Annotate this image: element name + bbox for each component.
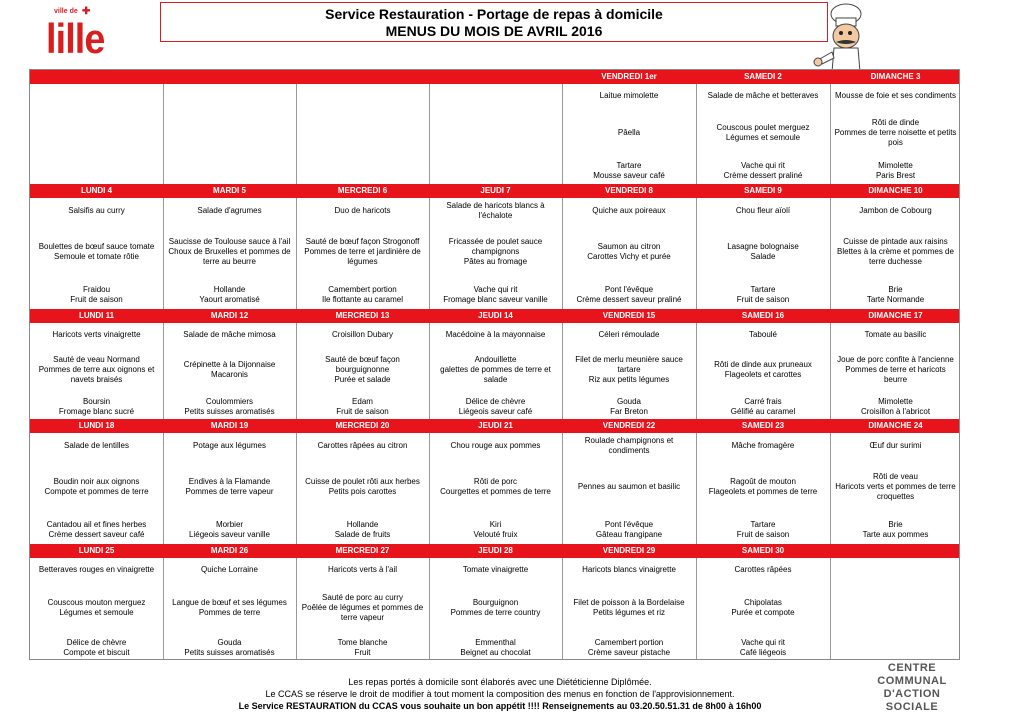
menu-dessert-cell: Camembert portion Ile flottante au caramel (322, 284, 403, 304)
menu-starter-cell (166, 84, 293, 108)
menu-main-cell: Filet de poisson à la Bordelaise Petits légumes et riz (573, 598, 685, 618)
menu-starter-cell: Salsifis au curry (68, 206, 125, 216)
day-header: MERCREDI 20 (335, 421, 390, 430)
menu-main-cell: Joue de porc confite à l'ancienne Pommes de terre et haricots beurre (837, 355, 954, 385)
day-header (163, 70, 296, 84)
menu-dessert-cell: Edam Fruit de saison (336, 396, 389, 416)
menu-starter-cell: Haricots verts à l'ail (327, 565, 398, 575)
day-header: JEUDI 7 (480, 186, 511, 195)
day-header: VENDREDI 8 (604, 186, 653, 195)
column-divider (830, 70, 831, 659)
menu-dessert-cell: Vache qui rit Fromage blanc saveur vanille (443, 284, 548, 304)
menu-dessert-cell: Brie Tarte Normande (866, 284, 925, 304)
menu-dessert-cell: Gouda Far Breton (610, 396, 648, 416)
footer-line-2: Le CCAS se réserve le droit de modifier à tout moment la composition des menus en fonction de l'approvisionnement. (265, 689, 735, 699)
day-header (296, 70, 429, 84)
menu-dessert-cell: Mimolette Croisillon à l'abricot (860, 396, 931, 416)
menu-starter-cell: Salade de lentilles (64, 441, 129, 451)
menu-main-cell: Rôti de dinde aux pruneaux Flageolets et carottes (714, 360, 812, 380)
menu-starter-cell: Chou rouge aux pommes (450, 441, 541, 451)
day-header: DIMANCHE 3 (870, 72, 921, 81)
menu-starter-cell: Œuf dur surimi (869, 441, 922, 451)
menu-main-cell: Cuisse de poulet rôti aux herbes Petits pois carottes (305, 477, 420, 497)
column-divider (696, 70, 697, 659)
column-divider (163, 70, 164, 659)
day-header (429, 70, 562, 84)
menu-starter-cell: Macédoine à la mayonnaise (445, 329, 546, 339)
menu-main-cell: Chipolatas Purée et compote (731, 598, 795, 618)
menu-dessert-cell: Cantadou ail et fines herbes Crème dessert saveur café (46, 519, 147, 539)
footer-line-3: Le Service RESTAURATION du CCAS vous souhaite un bon appétit !!!! Renseignements au 03.20.50.51.31 de 8h00 à 16h00 (238, 701, 762, 711)
menu-dessert-cell: Tartare Fruit de saison (736, 519, 790, 539)
day-header: JEUDI 14 (478, 311, 513, 320)
ccas-logo (864, 662, 960, 714)
menu-starter-cell: Salade de haricots blancs à l'échalote (446, 201, 545, 221)
menu-main-cell: Sauté de veau Normand Pommes de terre aux oignons et navets braisés (38, 355, 155, 385)
menu-starter-cell: Tomate vinaigrette (462, 565, 529, 575)
menu-dessert-cell: Délice de chèvre Liégeois saveur café (458, 396, 533, 416)
footer-line-1: Les repas portés à domicile sont élaborés avec une Diététicienne Diplômée. (348, 677, 652, 687)
page-subtitle: MENUS DU MOIS DE AVRIL 2016 (385, 23, 603, 39)
day-header: VENDREDI 15 (602, 311, 656, 320)
day-header: VENDREDI 22 (602, 421, 656, 430)
menu-main-cell: Langue de bœuf et ses légumes Pommes de terre (172, 598, 287, 618)
menu-dessert-cell: Pont l'évêque Crème dessert saveur praliné (576, 284, 682, 304)
day-header: DIMANCHE 17 (868, 311, 923, 320)
logo-subtitle: ville de (54, 8, 78, 15)
menu-main-cell: Pâella (617, 128, 641, 137)
menu-dessert-cell: Vache qui rit Café liégeois (739, 637, 787, 657)
ccas-line: CENTRE (887, 662, 937, 674)
menu-dessert-cell: Tartare Mousse saveur café (593, 161, 665, 180)
day-header: MERCREDI 27 (335, 546, 390, 555)
menu-dessert-cell (833, 634, 958, 661)
day-header: SAMEDI 2 (744, 72, 782, 81)
day-header: JEUDI 28 (478, 546, 513, 555)
menu-starter-cell: Mâche fromagère (731, 441, 795, 451)
menu-main-cell: Endives à la Flamande Pommes de terre vapeur (185, 477, 274, 497)
menu-main-cell: Rôti de veau Haricots verts et pommes de terre croquettes (835, 472, 956, 502)
menu-main-cell: Cuisse de pintade aux raisins Blettes à la crème et pommes de terre duchesse (837, 237, 954, 267)
menu-main-cell: Ragoût de mouton Flageolets et pommes de terre (708, 477, 818, 497)
day-header (30, 70, 163, 84)
menu-starter-cell: Tomate au basilic (864, 329, 927, 339)
ccas-line: SOCIALE (885, 701, 939, 713)
ville-de-lille-logo (40, 8, 104, 64)
menu-dessert-cell: Mimolette Paris Brest (875, 161, 916, 180)
day-header: MARDI 26 (210, 546, 249, 555)
menu-starter-cell: Laitue mimolette (599, 91, 659, 100)
day-header: SAMEDI 9 (744, 186, 782, 195)
menu-main-cell: Saumon au citron Carottes Vichy et purée (587, 242, 671, 262)
menu-dessert-cell: Camembert portion Crème saveur pistache (587, 637, 671, 657)
ccas-line: D'ACTION (883, 688, 941, 700)
menu-main-cell (166, 108, 293, 158)
menu-starter-cell: Salade de mâche et betteraves (707, 91, 819, 100)
day-header: DIMANCHE 10 (868, 186, 923, 195)
menu-dessert-cell: Morbier Liégeois saveur vanille (189, 519, 270, 539)
menu-main-cell: Sauté de porc au curry Poêlée de légumes et pommes de terre vapeur (301, 593, 424, 623)
menu-main-cell: Rôti de porc Courgettes et pommes de terre (440, 477, 551, 497)
menu-dessert-cell: Coulommiers Petits suisses aromatisés (184, 396, 275, 416)
chef-mascot-icon (812, 2, 872, 74)
column-divider (562, 70, 563, 659)
menu-starter-cell: Duo de haricots (334, 206, 391, 216)
menu-main-cell (432, 108, 559, 158)
menu-main-cell: Couscous mouton merguez Légumes et semoule (47, 598, 146, 618)
menu-dessert-cell: Hollande Yaourt aromatisé (199, 284, 260, 304)
day-header: LUNDI 4 (80, 186, 113, 195)
logo-wordmark: lille (46, 15, 105, 62)
menu-main-cell: Boudin noir aux oignons Compote et pommes de terre (44, 477, 149, 497)
menu-main-cell (299, 108, 426, 158)
day-header: MERCREDI 13 (335, 311, 390, 320)
menu-main-cell: Fricassée de poulet sauce champignons Pâtes au fromage (448, 237, 543, 267)
menu-main-cell: Filet de merlu meunière sauce tartare Riz aux petits légumes (575, 355, 683, 385)
menu-main-cell: Pennes au saumon et basilic (577, 482, 681, 492)
day-header: SAMEDI 23 (741, 421, 785, 430)
menu-main-cell: Boulettes de bœuf sauce tomate Semoule et tomate rôtie (38, 242, 155, 262)
menu-dessert-cell (432, 158, 559, 184)
menu-main-cell: Rôti de dinde Pommes de terre noisette et petits pois (834, 118, 957, 147)
menu-starter-cell: Roulade champignons et condiments (584, 436, 674, 456)
menu-starter-cell: Salade de mâche mimosa (183, 329, 276, 339)
menu-starter-cell (432, 84, 559, 108)
day-header: LUNDI 25 (78, 546, 115, 555)
menu-dessert-cell (299, 158, 426, 184)
day-header: MARDI 12 (210, 311, 249, 320)
menu-dessert-cell: Gouda Petits suisses aromatisés (184, 637, 275, 657)
menu-starter-cell: Quiche Lorraine (201, 565, 258, 575)
menu-main-cell: Crépinette à la Dijonnaise Macaronis (183, 360, 276, 380)
menu-dessert-cell: Vache qui rit Crème dessert praliné (723, 161, 803, 180)
menu-starter-cell: Céleri rémoulade (598, 329, 660, 339)
menu-starter-cell (299, 84, 426, 108)
day-header: JEUDI 21 (478, 421, 513, 430)
menu-main-cell: Sauté de bœuf façon Strogonoff Pommes de terre et jardinière de légumes (304, 237, 421, 267)
menu-starter-cell: Croisillon Dubary (332, 329, 393, 339)
column-divider (429, 70, 430, 659)
menu-main-cell: Saucisse de Toulouse sauce à l'ail Choux de Bruxelles et pommes de terre au beurre (168, 237, 291, 267)
menu-starter-cell: Potage aux légumes (193, 441, 266, 451)
day-header: VENDREDI 29 (602, 546, 656, 555)
menu-dessert-cell: Carré frais Gélifié au caramel (730, 396, 796, 416)
menu-dessert-cell (33, 158, 160, 184)
menu-starter-cell: Quiche aux poireaux (592, 206, 666, 216)
menu-starter-cell (33, 84, 160, 108)
menu-dessert-cell: Tartare Fruit de saison (736, 284, 790, 304)
day-header: SAMEDI 16 (741, 311, 785, 320)
menu-main-cell (833, 583, 958, 635)
menu-dessert-cell (166, 158, 293, 184)
day-header: LUNDI 11 (78, 311, 115, 320)
menu-starter-cell: Betteraves rouges en vinaigrette (38, 565, 155, 575)
menu-grid (29, 69, 960, 660)
day-header: VENDREDI 1er (601, 72, 657, 81)
menu-starter-cell: Carottes râpées (734, 565, 792, 575)
menu-main-cell: Bourguignon Pommes de terre country (450, 598, 541, 618)
menu-main-cell (33, 108, 160, 158)
day-header (830, 544, 961, 558)
menu-dessert-cell: Fraidou Fruit de saison (70, 284, 123, 304)
menu-main-cell: Sauté de bœuf façon bourguignonne Purée et salade (325, 355, 400, 385)
day-header: SAMEDI 30 (741, 546, 785, 555)
day-header: LUNDI 18 (78, 421, 115, 430)
logo-cross-icon: ✚ (82, 6, 91, 17)
menu-dessert-cell: Délice de chèvre Compote et biscuit (63, 637, 130, 657)
menu-dessert-cell: Kiri Velouté fruix (473, 519, 518, 539)
day-header: MARDI 5 (213, 186, 246, 195)
menu-starter-cell: Chou fleur aïolí (735, 206, 791, 216)
menu-starter-cell: Carottes râpées au citron (317, 441, 408, 451)
title-box (160, 2, 828, 42)
menu-main-cell: Lasagne bolognaise Salade (727, 242, 799, 262)
menu-main-cell: Andouillette galettes de pommes de terre et salade (440, 355, 551, 385)
menu-main-cell: Couscous poulet merguez Légumes et semoule (716, 123, 810, 142)
page-title: Service Restauration - Portage de repas à domicile (325, 6, 663, 22)
menu-dessert-cell: Hollande Salade de fruits (334, 519, 391, 539)
menu-starter-cell: Salade d'agrumes (197, 206, 262, 216)
menu-dessert-cell: Tome blanche Fruit (337, 637, 388, 657)
menu-dessert-cell: Brie Tarte aux pommes (862, 519, 929, 539)
menu-starter-cell: Mousse de foie et ses condiments (835, 91, 956, 100)
column-divider (296, 70, 297, 659)
menu-starter-cell: Haricots verts vinaigrette (52, 329, 141, 339)
menu-dessert-cell: Emmenthal Beignet au chocolat (460, 637, 531, 657)
day-header: MERCREDI 6 (337, 186, 388, 195)
menu-starter-cell (833, 558, 958, 583)
menu-dessert-cell: Boursin Fromage blanc sucré (58, 396, 135, 416)
day-header: MARDI 19 (210, 421, 249, 430)
menu-dessert-cell: Pont l'évêque Gâteau frangipane (595, 519, 663, 539)
menu-starter-cell: Haricots blancs vinaigrette (582, 565, 676, 575)
menu-starter-cell: Taboulé (748, 329, 778, 339)
day-header: DIMANCHE 24 (868, 421, 923, 430)
menu-starter-cell: Jambon de Cobourg (859, 206, 932, 216)
ccas-line: COMMUNAL (877, 675, 947, 687)
